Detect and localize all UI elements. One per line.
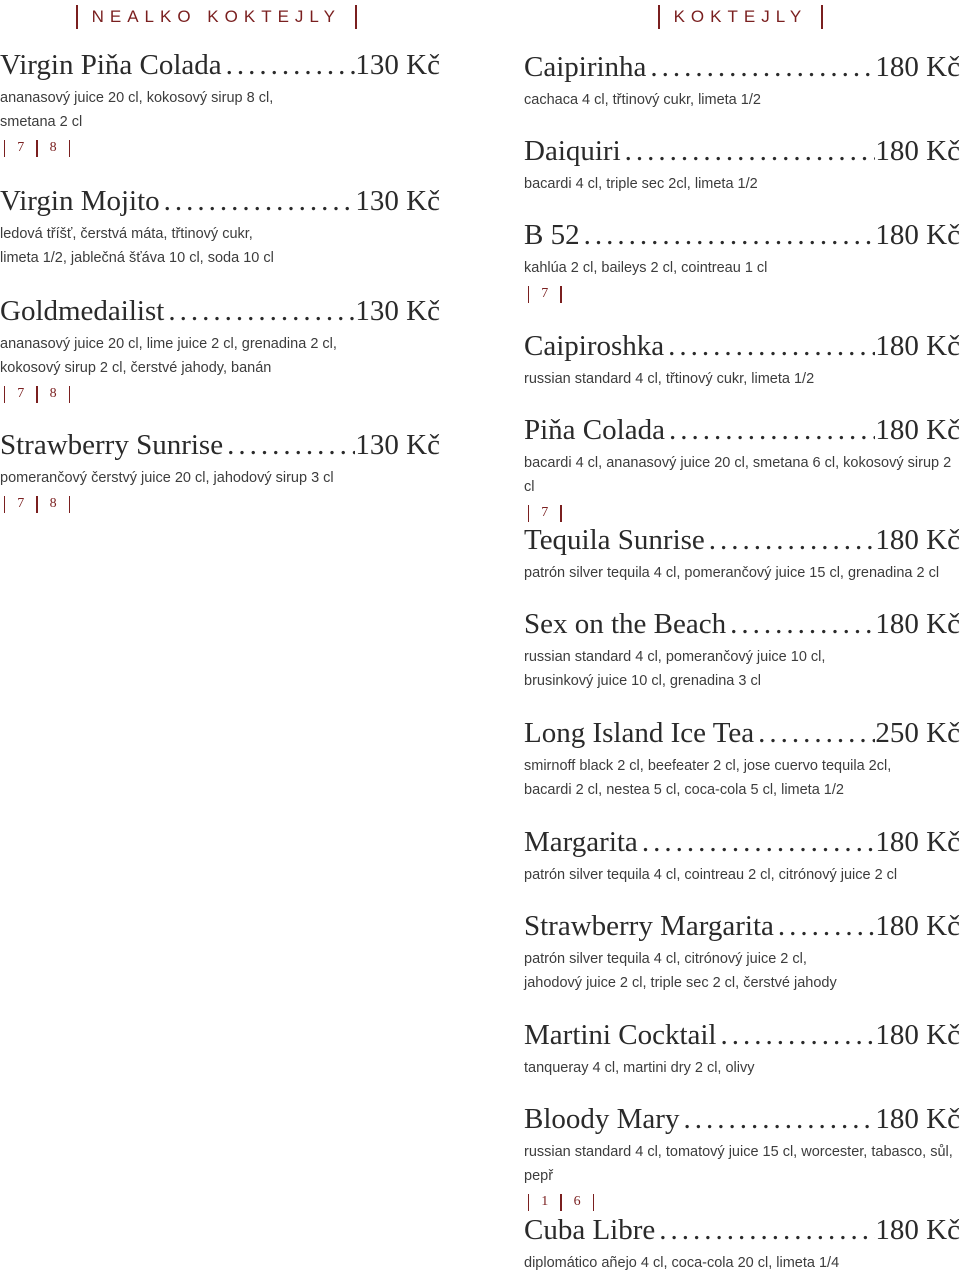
allergen-divider — [528, 505, 529, 522]
nealko-heading — [0, 0, 440, 34]
menu-item-title-row — [524, 716, 960, 750]
menu-item-price: 180 Kč — [875, 826, 960, 858]
leader-dots — [164, 184, 356, 218]
menu-item-price: 180 Kč — [875, 330, 960, 362]
menu-item-title-row — [524, 218, 960, 252]
menu-item-title-row — [524, 50, 960, 84]
allergen-code: 8 — [49, 140, 57, 155]
menu-item-title-row — [0, 184, 440, 218]
allergen-divider — [4, 386, 5, 403]
menu-item-title-row — [0, 428, 440, 462]
menu-item-description — [524, 1140, 960, 1188]
allergen-codes — [0, 494, 440, 514]
menu-item-price: 130 Kč — [355, 49, 440, 81]
description-line: kahlúa 2 cl, baileys 2 cl, cointreau 1 cl — [524, 260, 768, 276]
menu-item-description — [0, 332, 440, 380]
menu-item-description — [0, 466, 440, 490]
menu-item — [0, 294, 440, 404]
menu-item-description — [524, 947, 960, 995]
menu-item-name: Strawberry Sunrise — [0, 429, 224, 461]
leader-dots — [709, 523, 876, 557]
allergen-divider — [4, 496, 5, 513]
description-line: smetana 2 cl — [0, 114, 83, 130]
menu-item-price: 180 Kč — [875, 910, 960, 942]
menu-item-description — [524, 754, 960, 802]
allergen-code: 7 — [17, 496, 25, 511]
allergen-divider — [560, 1194, 561, 1211]
menu-item — [524, 134, 960, 196]
menu-item-title-row — [524, 909, 960, 943]
allergen-divider — [69, 140, 70, 157]
nealko-heading-text: NEALKO KOKTEJLY — [91, 7, 341, 26]
leader-dots — [668, 329, 875, 363]
heading-bar-left — [76, 5, 78, 29]
menu-item-name: Piňa Colada — [524, 414, 665, 446]
menu-item-name: Caipiroshka — [524, 330, 665, 362]
leader-dots — [669, 413, 875, 447]
menu-item — [524, 607, 960, 693]
menu-item-title-row — [524, 1102, 960, 1136]
description-line: russian standard 4 cl, třtinový cukr, limeta 1/2 — [524, 371, 815, 387]
description-line: russian standard 4 cl, tomatový juice 15 cl, worcester, tabasco, sůl, pepř — [524, 1144, 953, 1184]
allergen-divider — [560, 505, 561, 522]
menu-item — [524, 825, 960, 887]
description-line: brusinkový juice 10 cl, grenadina 3 cl — [524, 673, 761, 689]
menu-item-title-row — [524, 607, 960, 641]
allergen-divider — [593, 1194, 594, 1211]
menu-item — [524, 413, 960, 523]
menu-item-title-row — [524, 134, 960, 168]
menu-item — [524, 1018, 960, 1080]
leader-dots — [642, 825, 876, 859]
description-line: patrón silver tequila 4 cl, pomerančový juice 15 cl, grenadina 2 cl — [524, 565, 940, 581]
menu-item-price: 130 Kč — [355, 429, 440, 461]
menu-item-description — [524, 645, 960, 693]
leader-dots — [226, 48, 356, 82]
menu-item-description — [524, 451, 960, 499]
menu-item-name: Strawberry Margarita — [524, 910, 774, 942]
leader-dots — [584, 218, 876, 252]
allergen-codes — [524, 284, 960, 304]
allergen-code: 6 — [573, 1194, 581, 1209]
allergen-divider — [36, 140, 37, 157]
menu-item-name: Bloody Mary — [524, 1103, 680, 1135]
leader-dots — [650, 50, 875, 84]
menu-item-price: 180 Kč — [875, 1019, 960, 1051]
menu-item-name: Virgin Piňa Colada — [0, 49, 222, 81]
description-line: limeta 1/2, jablečná šťáva 10 cl, soda 10 cl — [0, 250, 274, 266]
menu-item-title-row — [524, 413, 960, 447]
allergen-code: 8 — [49, 386, 57, 401]
menu-item-name: Long Island Ice Tea — [524, 717, 755, 749]
leader-dots — [659, 1213, 875, 1247]
menu-item-title-row — [0, 48, 440, 82]
allergen-divider — [69, 386, 70, 403]
menu-item-price: 180 Kč — [875, 524, 960, 556]
menu-item-description — [524, 863, 960, 887]
menu-item — [0, 428, 440, 514]
heading-bar-right — [821, 5, 823, 29]
allergen-divider — [528, 286, 529, 303]
menu-item — [524, 523, 960, 585]
menu-item — [524, 329, 960, 391]
menu-item-name: Tequila Sunrise — [524, 524, 705, 556]
menu-item — [524, 1102, 960, 1212]
menu-item-name: Martini Cocktail — [524, 1019, 717, 1051]
menu-item-description — [524, 256, 960, 280]
menu-item-title-row — [0, 294, 440, 328]
koktejly-column — [524, 0, 960, 1271]
koktejly-heading — [524, 0, 960, 34]
menu-item — [524, 909, 960, 995]
leader-dots — [778, 909, 876, 943]
allergen-divider — [36, 386, 37, 403]
allergen-divider — [36, 496, 37, 513]
leader-dots — [683, 1102, 875, 1136]
menu-item — [524, 218, 960, 304]
menu-item-name: Goldmedailist — [0, 295, 165, 327]
allergen-divider — [69, 496, 70, 513]
description-line: smirnoff black 2 cl, beefeater 2 cl, jose cuervo tequila 2cl, — [524, 758, 892, 774]
menu-item-name: Margarita — [524, 826, 638, 858]
menu-item — [0, 48, 440, 158]
menu-item — [0, 184, 440, 270]
menu-item-description — [524, 172, 960, 196]
description-line: cachaca 4 cl, třtinový cukr, limeta 1/2 — [524, 92, 761, 108]
menu-item-price: 180 Kč — [875, 51, 960, 83]
menu-item-price: 180 Kč — [875, 219, 960, 251]
description-line: patrón silver tequila 4 cl, cointreau 2 cl, citrónový juice 2 cl — [524, 867, 898, 883]
menu-item-price: 130 Kč — [355, 185, 440, 217]
description-line: ananasový juice 20 cl, lime juice 2 cl, grenadina 2 cl, — [0, 336, 337, 352]
description-line: patrón silver tequila 4 cl, citrónový juice 2 cl, — [524, 951, 807, 967]
allergen-code: 7 — [541, 505, 549, 520]
description-line: bacardi 4 cl, ananasový juice 20 cl, smetana 6 cl, kokosový sirup 2 cl — [524, 455, 952, 495]
menu-item-price: 130 Kč — [355, 295, 440, 327]
menu-item-title-row — [524, 329, 960, 363]
allergen-code: 1 — [541, 1194, 549, 1209]
leader-dots — [625, 134, 876, 168]
description-line: bacardi 4 cl, triple sec 2cl, limeta 1/2 — [524, 176, 758, 192]
leader-dots — [758, 716, 875, 750]
allergen-codes — [524, 503, 960, 523]
menu-item-description — [524, 88, 960, 112]
allergen-divider — [560, 286, 561, 303]
heading-bar-left — [658, 5, 660, 29]
menu-item-name: Sex on the Beach — [524, 608, 727, 640]
menu-item-title-row — [524, 523, 960, 557]
menu-item-description — [0, 222, 440, 270]
allergen-divider — [4, 140, 5, 157]
nealko-column — [0, 0, 440, 511]
menu-item — [524, 716, 960, 802]
menu-item-description — [524, 367, 960, 391]
description-line: russian standard 4 cl, pomerančový juice 10 cl, — [524, 649, 826, 665]
allergen-code: 7 — [17, 140, 25, 155]
menu-item-name: Caipirinha — [524, 51, 647, 83]
menu-item-name: Virgin Mojito — [0, 185, 160, 217]
description-line: ananasový juice 20 cl, kokosový sirup 8 cl, — [0, 90, 274, 106]
menu-item-price: 180 Kč — [875, 135, 960, 167]
leader-dots — [168, 294, 355, 328]
description-line: jahodový juice 2 cl, triple sec 2 cl, čerstvé jahody — [524, 975, 837, 991]
leader-dots — [721, 1018, 876, 1052]
allergen-codes — [0, 384, 440, 404]
allergen-code: 7 — [541, 286, 549, 301]
allergen-codes — [0, 138, 440, 158]
leader-dots — [730, 607, 875, 641]
menu-item-price: 180 Kč — [875, 1214, 960, 1246]
menu-item-description — [524, 561, 960, 585]
koktejly-heading-text: KOKTEJLY — [673, 7, 808, 26]
menu-item-description — [524, 1056, 960, 1080]
menu-item-title-row — [524, 825, 960, 859]
menu-item — [524, 1213, 960, 1275]
description-line: kokosový sirup 2 cl, čerstvé jahody, banán — [0, 360, 272, 376]
menu-item-price: 250 Kč — [875, 717, 960, 749]
menu-item-title-row — [524, 1018, 960, 1052]
description-line: pomerančový čerstvý juice 20 cl, jahodový sirup 3 cl — [0, 470, 334, 486]
allergen-code: 7 — [17, 386, 25, 401]
allergen-codes — [524, 1192, 960, 1212]
leader-dots — [227, 428, 355, 462]
description-line: tanqueray 4 cl, martini dry 2 cl, olivy — [524, 1060, 755, 1076]
description-line: ledová tříšť, čerstvá máta, třtinový cukr, — [0, 226, 253, 242]
description-line: bacardi 2 cl, nestea 5 cl, coca-cola 5 cl, limeta 1/2 — [524, 782, 844, 798]
allergen-code: 8 — [49, 496, 57, 511]
menu-item-price: 180 Kč — [875, 1103, 960, 1135]
menu-item-price: 180 Kč — [875, 414, 960, 446]
menu-item-description — [0, 86, 440, 134]
menu-item-description — [524, 1251, 960, 1275]
description-line: diplomático añejo 4 cl, coca-cola 20 cl, limeta 1/4 — [524, 1255, 840, 1271]
menu-item-name: Cuba Libre — [524, 1214, 656, 1246]
menu-item — [524, 50, 960, 112]
heading-bar-right — [355, 5, 357, 29]
allergen-divider — [528, 1194, 529, 1211]
menu-item-name: B 52 — [524, 219, 580, 251]
menu-item-name: Daiquiri — [524, 135, 621, 167]
menu-item-title-row — [524, 1213, 960, 1247]
menu-item-price: 180 Kč — [875, 608, 960, 640]
